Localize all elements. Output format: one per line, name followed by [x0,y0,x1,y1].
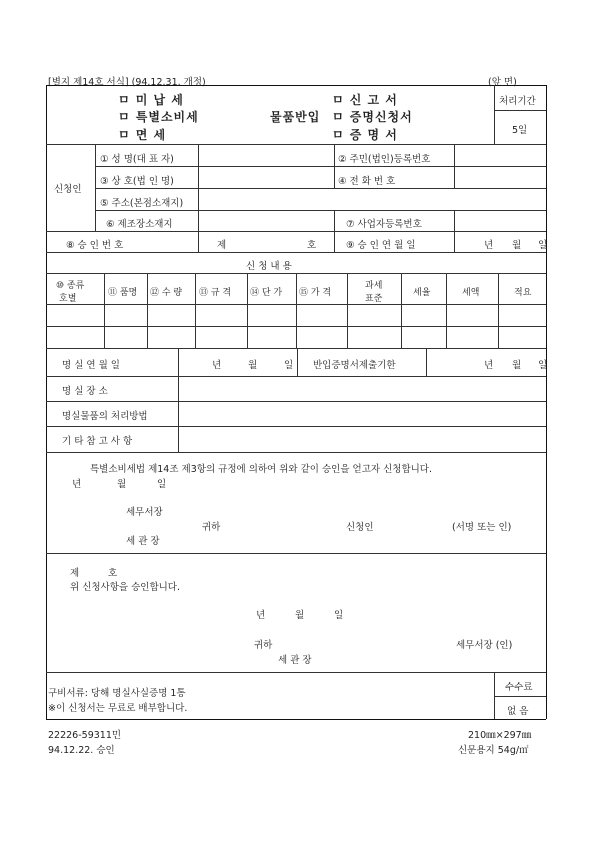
col-unit-price: ⑭ 단 가 [250,288,283,298]
checkbox-special-excise[interactable]: ㅁ 특별소비세 [118,110,199,124]
approval-day: 일 [334,610,344,621]
application-content-title: 신 청 내 용 [246,261,292,272]
approval-year: 년 [256,610,266,621]
phone-label: ④ 전 화 번 호 [338,176,396,187]
registration-number-label: ② 주민(법인)등록번호 [338,154,431,165]
name-label: ① 성 명(대 표 자) [100,154,174,165]
col-price: ⑮ 가 격 [299,288,332,298]
approval-date-note: 94.12.22. 승인 [48,745,115,756]
approval-date-month: 월 [512,240,522,251]
form-reference: [별지 제14호 서식] (94.12.31. 개정) [48,77,206,88]
deadline-year: 년 [484,360,494,371]
checkbox-unpaid-tax[interactable]: ㅁ 미 납 세 [118,93,184,107]
approval-je: 제 [70,568,80,579]
approval-text: 위 신청사항을 승인합니다. [70,582,181,593]
required-documents: 구비서류: 당해 명실사실증명 1통 [48,688,186,699]
declaration-tax-office: 세무서장 [126,507,163,518]
checkbox-certificate-application[interactable]: ㅁ 증명신청서 [332,110,413,124]
processing-period-value: 5일 [512,125,528,136]
declaration-applicant: 신청인 [346,522,374,533]
fee-value: 없 음 [507,706,529,717]
col-tax-rate: 세율 [413,288,431,298]
paper-type: 신문용지 54g/㎡ [458,745,529,756]
checkbox-report[interactable]: ㅁ 신 고 서 [332,93,398,107]
col-quantity: ⑫ 수 량 [150,288,183,298]
submission-deadline-label: 반입증명서제출기한 [313,360,396,371]
free-distribution-note: ※이 신청서는 무료로 배부합니다. [48,703,188,714]
deadline-month: 월 [512,360,522,371]
approval-number-ho: 호 [307,240,317,251]
disposal-method-label: 명실물품의 처리방법 [62,411,148,422]
approval-date-year: 년 [484,240,494,251]
declaration-month: 월 [117,479,127,490]
company-name-label: ③ 상 호(법 인 명) [100,176,174,187]
address-label: ⑤ 주소(본점소재지) [100,198,184,209]
declaration-text: 특별소비세법 제14조 제3항의 규정에 의하여 위와 같이 승인을 얻고자 신청합니다. [90,464,432,475]
paper-size: 210㎜×297㎜ [468,730,532,741]
disposal-date-day: 일 [284,360,294,371]
business-number-label: ⑦ 사업자등록번호 [346,219,422,230]
col-type-sub: 호별 [59,294,77,304]
form-code: 22226-59311민 [48,730,122,741]
col-taxable-sub: 표준 [365,294,383,304]
col-spec: ⑬ 규 격 [199,288,232,298]
signature-or-seal: (서명 또는 인) [452,522,512,533]
checkbox-certificate[interactable]: ㅁ 증 명 서 [332,128,398,142]
applicant-section-label: 신청인 [54,184,82,195]
declaration-addressee: 귀하 [202,522,221,533]
col-tax-amount: 세액 [462,288,480,298]
col-type: ⑩ 종류 [56,281,85,291]
approval-addressee: 귀하 [254,640,273,651]
disposal-date-label: 명 실 연 월 일 [62,360,120,371]
approval-ho: 호 [108,568,118,579]
approval-signer: 세무서장 (인) [456,640,513,651]
declaration-year: 년 [72,479,82,490]
declaration-customs: 세 관 장 [126,536,160,547]
factory-location-label: ⑥ 제조장소재지 [106,219,173,230]
deadline-day: 일 [538,360,548,371]
disposal-date-month: 월 [248,360,258,371]
approval-number-label: ⑧ 승 인 번 호 [66,240,124,251]
col-taxable: 과세 [365,281,383,291]
approval-customs: 세 관 장 [278,655,312,666]
approval-date-label: ⑨ 승 인 연 월 일 [346,240,416,251]
declaration-day: 일 [157,479,167,490]
disposal-place-label: 명 실 장 소 [62,386,108,397]
col-item-name: ⑪ 품명 [108,288,138,298]
approval-number-je: 제 [217,240,227,251]
page-side-label: (앞 면) [488,77,517,88]
fee-label: 수수료 [505,682,533,693]
title-goods-entry: 물품반입 [270,110,321,124]
processing-period-label: 처리기간 [499,96,536,107]
col-remarks: 적요 [514,288,532,298]
other-notes-label: 기 타 참 고 사 항 [62,436,133,447]
approval-month: 월 [295,610,305,621]
disposal-date-year: 년 [212,360,222,371]
checkbox-tax-exempt[interactable]: ㅁ 면 세 [118,128,167,142]
approval-date-day: 일 [538,240,548,251]
